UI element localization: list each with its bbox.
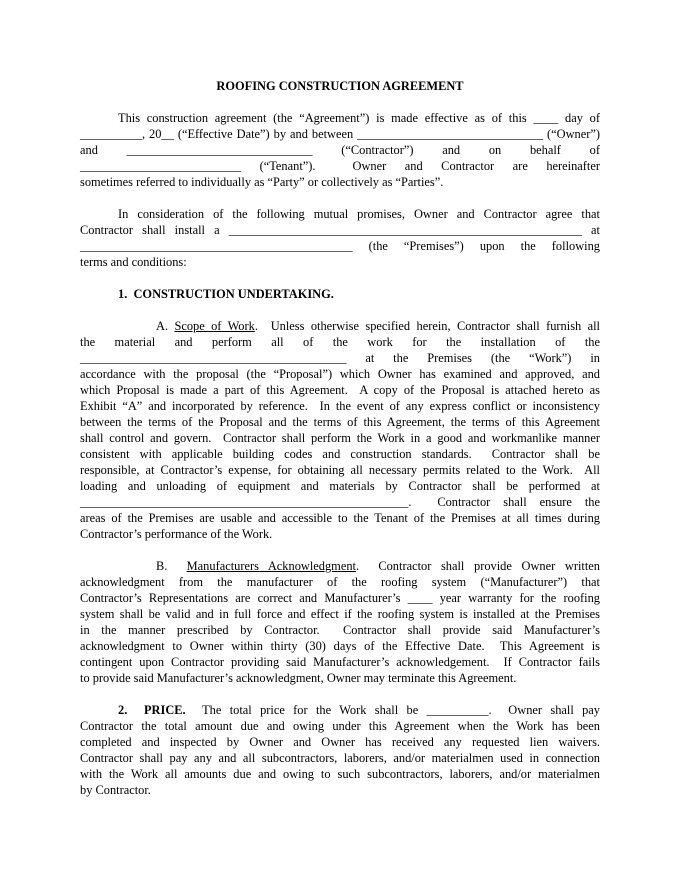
intro-paragraph-line-1 <box>80 110 600 126</box>
intro-paragraph-line-3 <box>80 142 600 158</box>
text-segment: Contractor the total amount due and owing under this Agreement when the Work has been <box>80 719 600 733</box>
consideration-paragraph <box>80 206 600 270</box>
manufacturers-acknowledgment-paragraph-line-6 <box>80 638 600 654</box>
consideration-paragraph-line-1 <box>80 206 600 222</box>
text-segment: accordance with the proposal (the “Proposal”) which Owner has examined and approved, and <box>80 367 600 381</box>
scope-of-work-paragraph-line-3 <box>80 350 600 366</box>
text-segment: which Proposal is made a part of this Agreement. A copy of the Proposal is attached hereto as <box>80 383 600 397</box>
text-segment: loading and unloading of equipment and materials by Contractor shall be performed at <box>80 479 600 493</box>
text-segment: . Unless otherwise specified herein, Contractor shall furnish all <box>254 319 600 333</box>
scope-of-work-paragraph-line-13 <box>80 510 600 526</box>
underlined-text: Manufacturers Acknowledgment <box>186 559 356 573</box>
price-paragraph-line-1 <box>80 702 600 718</box>
consideration-paragraph-line-4 <box>80 254 600 270</box>
document-body <box>80 110 600 798</box>
text-segment: In consideration of the following mutual promises, Owner and Contractor agree that <box>118 207 600 221</box>
bold-text: 1. CONSTRUCTION UNDERTAKING. <box>118 287 334 301</box>
text-segment: between the terms of the Proposal and the terms of this Agreement, the terms of this Agreement <box>80 415 600 429</box>
text-segment: responsible, at Contractor’s expense, for obtaining all necessary permits related to the Work. All <box>80 463 600 477</box>
manufacturers-acknowledgment-paragraph-line-2 <box>80 574 600 590</box>
scope-of-work-paragraph-line-5 <box>80 382 600 398</box>
scope-of-work-paragraph-line-14 <box>80 526 600 542</box>
text-segment: Contractor’s Representations are correct and Manufacturer’s ____ year warranty for the roofing <box>80 591 600 605</box>
text-segment: ____________________________________________ (the “Premises”) upon the following <box>80 239 600 253</box>
price-paragraph-line-6 <box>80 782 600 798</box>
scope-of-work-paragraph-line-1 <box>80 318 600 334</box>
section-1-heading-line-1 <box>80 286 600 302</box>
text-segment: areas of the Premises are usable and accessible to the Tenant of the Premises at all times during <box>80 511 600 525</box>
manufacturers-acknowledgment-paragraph-line-7 <box>80 654 600 670</box>
price-paragraph-line-5 <box>80 766 600 782</box>
text-segment: completed and inspected by Owner and Owner has received any requested lien waivers. <box>80 735 600 749</box>
consideration-paragraph-line-2 <box>80 222 600 238</box>
price-paragraph-line-2 <box>80 718 600 734</box>
consideration-paragraph-line-3 <box>80 238 600 254</box>
manufacturers-acknowledgment-paragraph-line-4 <box>80 606 600 622</box>
price-paragraph <box>80 702 600 798</box>
intro-paragraph-line-4 <box>80 158 600 174</box>
text-segment: with the Work all amounts due and owing to such subcontractors, laborers, and/or materialmen <box>80 767 600 781</box>
manufacturers-acknowledgment-paragraph-line-1 <box>80 558 600 574</box>
intro-paragraph-line-5 <box>80 174 600 190</box>
manufacturers-acknowledgment-paragraph-line-8 <box>80 670 600 686</box>
text-segment: and ______________________________ (“Contractor”) and on behalf of <box>80 143 600 157</box>
underlined-text: Scope of Work <box>174 319 255 333</box>
scope-of-work-paragraph-line-6 <box>80 398 600 414</box>
scope-of-work-paragraph-line-9 <box>80 446 600 462</box>
text-segment: The total price for the Work shall be __________. Owner shall pay <box>185 703 601 717</box>
text-segment: ___________________________________________ at the Premises (the “Work”) in <box>80 351 600 365</box>
scope-of-work-paragraph-line-12 <box>80 494 600 510</box>
text-segment: shall control and govern. Contractor shall perform the Work in a good and workmanlike manner <box>80 431 600 445</box>
text-segment: consistent with applicable building codes and construction standards. Contractor shall be <box>80 447 600 461</box>
section-1-heading <box>80 286 600 302</box>
text-segment: to provide said Manufacturer’s acknowledgment, Owner may terminate this Agreement. <box>80 671 517 685</box>
text-segment: terms and conditions: <box>80 255 187 269</box>
scope-of-work-paragraph-line-2 <box>80 334 600 350</box>
text-segment: __________________________ (“Tenant”). Owner and Contractor are hereinafter <box>80 159 600 173</box>
text-segment: acknowledgment to Owner within thirty (30) days of the Effective Date. This Agreement is <box>80 639 600 653</box>
price-paragraph-line-3 <box>80 734 600 750</box>
scope-of-work-paragraph-line-8 <box>80 430 600 446</box>
document-title: ROOFING CONSTRUCTION AGREEMENT <box>216 79 464 93</box>
text-segment: A. <box>156 319 175 333</box>
scope-of-work-paragraph-line-10 <box>80 462 600 478</box>
text-segment: sometimes referred to individually as “Party” or collectively as “Parties”. <box>80 175 444 189</box>
text-segment: B. <box>156 559 187 573</box>
intro-paragraph-line-2 <box>80 126 600 142</box>
text-segment: in the manner prescribed by Contractor. Contractor shall provide said Manufacturer’s <box>80 623 600 637</box>
text-segment: Contractor shall pay any and all subcontractors, laborers, and/or materialmen used in connection <box>80 751 600 765</box>
scope-of-work-paragraph-line-11 <box>80 478 600 494</box>
price-paragraph-line-4 <box>80 750 600 766</box>
text-segment: . Contractor shall provide Owner written <box>355 559 600 573</box>
text-segment: the material and perform all of the work for the installation of the <box>80 335 600 349</box>
text-segment: by Contractor. <box>80 783 151 797</box>
intro-paragraph <box>80 110 600 190</box>
text-segment: Exhibit “A” and incorporated by reference. In the event of any express conflict or inconsistency <box>80 399 600 413</box>
text-segment: system shall be valid and in full force and effect if the roofing system is installed at the Premises <box>80 607 600 621</box>
text-segment: Contractor’s performance of the Work. <box>80 527 273 541</box>
text-segment: Contractor shall install a _________________________________________________________ at <box>80 223 600 237</box>
manufacturers-acknowledgment-paragraph-line-3 <box>80 590 600 606</box>
text-segment: contingent upon Contractor providing said Manufacturer’s acknowledgement. If Contractor fails <box>80 655 600 669</box>
scope-of-work-paragraph <box>80 318 600 542</box>
manufacturers-acknowledgment-paragraph <box>80 558 600 686</box>
text-segment: __________, 20__ (“Effective Date”) by and between ______________________________ (“Owner”) <box>80 127 600 141</box>
manufacturers-acknowledgment-paragraph-line-5 <box>80 622 600 638</box>
scope-of-work-paragraph-line-4 <box>80 366 600 382</box>
text-segment: _____________________________________________________. Contractor shall ensure the <box>80 495 600 509</box>
text-segment: acknowledgment from the manufacturer of the roofing system (“Manufacturer”) that <box>80 575 600 589</box>
text-segment: This construction agreement (the “Agreement”) is made effective as of this ____ day of <box>118 111 600 125</box>
scope-of-work-paragraph-line-7 <box>80 414 600 430</box>
bold-text: 2. PRICE. <box>118 703 186 717</box>
